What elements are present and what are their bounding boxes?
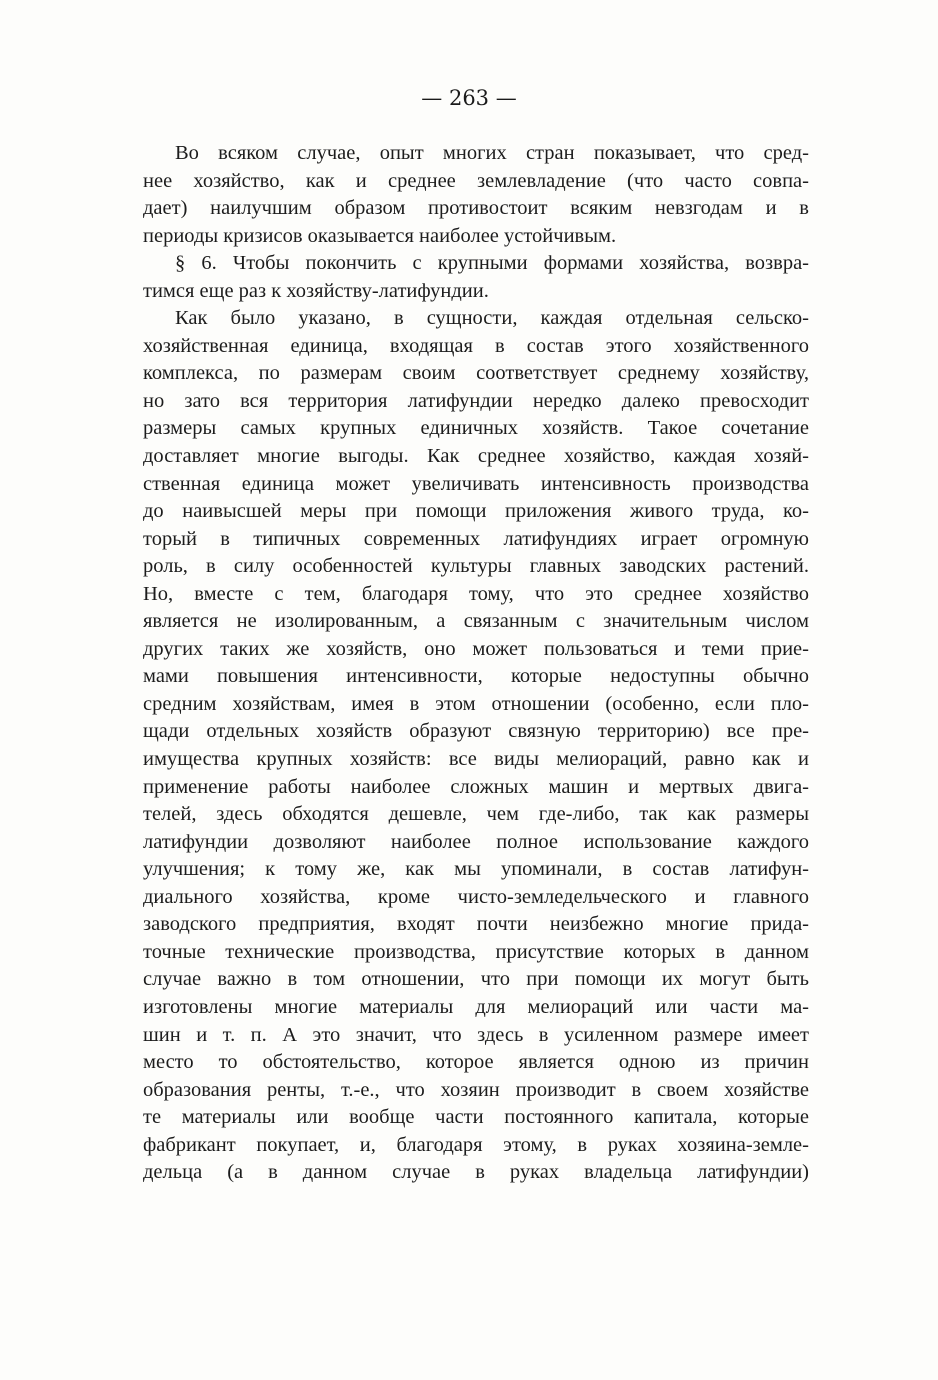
text-line: мами повышения интенсивности, которые недоступны обычно (143, 665, 809, 688)
text-line: применение работы наиболее сложных машин и мертвых двига- (143, 775, 809, 798)
page-number: — 263 — (421, 86, 517, 110)
text-line: фабрикант покупает, и, благодаря этому, в руках хозяина-земле- (143, 1133, 809, 1156)
text-line: периоды кризисов оказывается наиболее устойчивым. (143, 224, 617, 247)
text-line: средним хозяйствам, имея в этом отношении (особенно, если пло- (143, 692, 809, 715)
text-line: шин и т. п. А это значит, что здесь в усиленном размере имеет (143, 1023, 809, 1046)
text-line: других таких же хозяйств, оно может пользоваться и теми прие- (143, 637, 809, 660)
text-line: является не изолированным, а связанным с значительным числом (143, 610, 809, 633)
text-line: изготовлены многие материалы для мелиораций или части ма- (143, 995, 809, 1018)
body-text (143, 140, 809, 1187)
text-line: случае важно в том отношении, что при помощи их могут быть (143, 968, 809, 991)
text-line: доставляет многие выгоды. Как среднее хозяйство, каждая хозяй- (143, 445, 809, 468)
text-line: диального хозяйства, кроме чисто-земледельческого и главного (143, 885, 809, 908)
text-line: заводского предприятия, входят почти неизбежно многие прида- (143, 913, 809, 936)
text-line: но зато вся территория латифундии нередко далеко превосходит (143, 389, 809, 412)
text-line: § 6. Чтобы покончить с крупными формами хозяйства, возвра- (175, 252, 809, 275)
text-line: образования ренты, т.-е., что хозяин производит в своем хозяйстве (143, 1078, 809, 1101)
text-line: имущества крупных хозяйств: все виды мелиораций, равно как и (143, 748, 809, 771)
text-line: тимся еще раз к хозяйству-латифундии. (143, 279, 489, 302)
text-line: дает) наилучшим образом противостоит всяким невзгодам и в (143, 197, 809, 220)
text-line: торый в типичных современных латифундиях играет огромную (143, 527, 809, 550)
text-line: щади отдельных хозяйств образуют связную территорию) все пре- (143, 720, 809, 743)
text-line: комплекса, по размерам своим соответствует среднему хозяйству, (143, 362, 809, 385)
text-line: латифундии дозволяют наиболее полное использование каждого (143, 830, 809, 853)
text-line: телей, здесь обходятся дешевле, чем где-либо, так как размеры (143, 803, 809, 826)
text-line: место то обстоятельство, которое является одною из причин (143, 1051, 809, 1074)
text-line: те материалы или вообще части постоянного капитала, которые (143, 1106, 809, 1129)
text-line: Как было указано, в сущности, каждая отдельная сельско- (175, 307, 809, 330)
text-line: ственная единица может увеличивать интенсивность производства (143, 472, 809, 495)
text-line: нее хозяйство, как и среднее землевладение (что часто совпа- (143, 169, 809, 192)
text-line: размеры самых крупных единичных хозяйств. Такое сочетание (143, 417, 809, 440)
text-line: дельца (а в данном случае в руках владельца латифундии) (143, 1161, 809, 1184)
text-line: до наивысшей меры при помощи приложения живого труда, ко- (143, 500, 809, 523)
text-line: роль, в силу особенностей культуры главных заводских растений. (143, 555, 809, 578)
text-line: Но, вместе с тем, благодаря тому, что это среднее хозяйство (143, 582, 809, 605)
text-line: Во всяком случае, опыт многих стран показывает, что сред- (175, 142, 809, 164)
text-line: улучшения; к тому же, как мы упоминали, в состав латифун- (143, 858, 809, 881)
text-line: хозяйственная единица, входящая в состав этого хозяйственного (143, 334, 809, 357)
text-line: точные технические производства, присутствие которых в данном (143, 940, 809, 963)
